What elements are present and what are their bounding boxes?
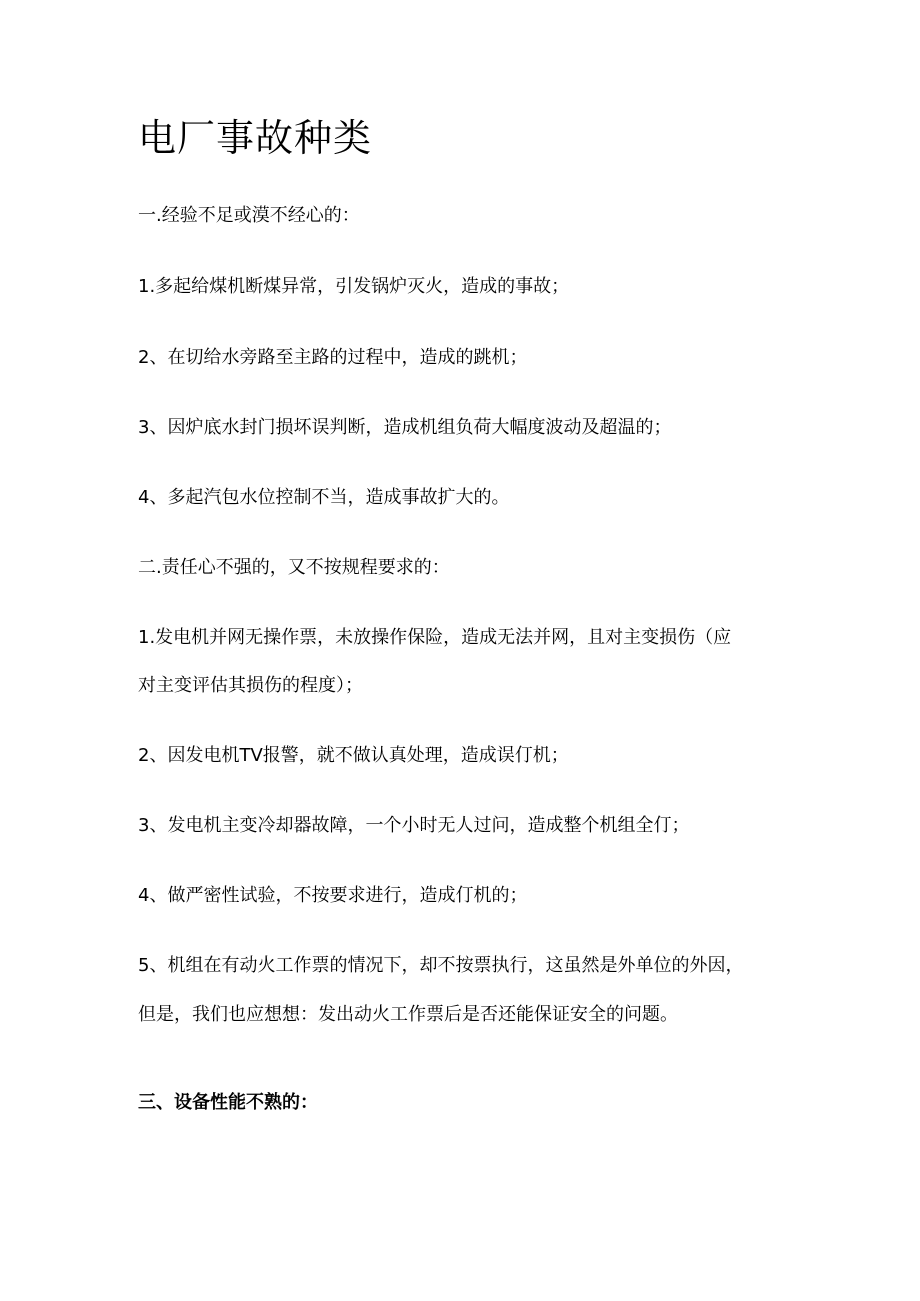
section-2-item-1-line-1: 1.发电机并网无操作票，未放操作保险，造成无法并网，且对主变损伤（应 — [138, 627, 732, 648]
section-1-item-4: 4、多起汽包水位控制不当，造成事故扩大的。 — [138, 487, 510, 508]
section-heading-1: 一.经验不足或漠不经心的： — [138, 205, 360, 226]
section-1-item-2: 2、在切给水旁路至主路的过程中，造成的跳机； — [138, 347, 528, 368]
section-2-item-4: 4、做严密性试验，不按要求进行，造成仃机的； — [138, 885, 528, 906]
section-heading-2: 二.责任心不强的，又不按规程要求的： — [138, 557, 450, 578]
document-title: 电厂事故种类 — [138, 116, 373, 160]
section-1-item-1: 1.多起给煤机断煤异常，引发锅炉灭火，造成的事故； — [138, 276, 570, 297]
section-1-item-3: 3、因炉底水封门损坏误判断，造成机组负荷大幅度波动及超温的； — [138, 417, 672, 438]
section-2-item-3: 3、发电机主变冷却器故障，一个小时无人过问，造成整个机组全仃； — [138, 815, 690, 836]
section-2-item-1-line-2: 对主变评估其损伤的程度）； — [138, 675, 363, 696]
section-2-item-5-line-1: 5、机组在有动火工作票的情况下，却不按票执行，这虽然是外单位的外因， — [138, 955, 744, 976]
section-2-item-5-line-2: 但是，我们也应想想：发出动火工作票后是否还能保证安全的问题。 — [138, 1004, 678, 1025]
section-2-item-2: 2、因发电机TV报警，就不做认真处理，造成误仃机； — [138, 745, 569, 766]
section-heading-3: 三、设备性能不熟的： — [138, 1092, 318, 1113]
